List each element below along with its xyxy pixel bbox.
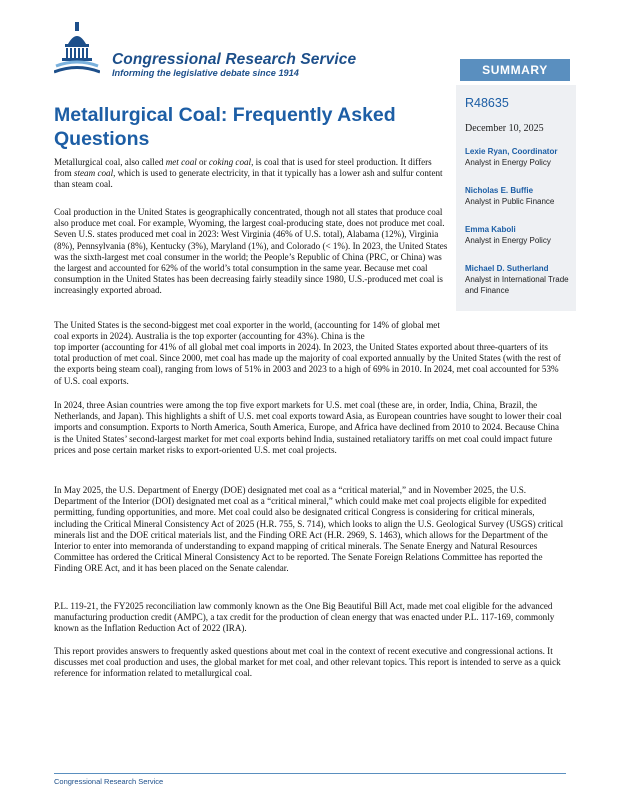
- author-name: Emma Kaboli: [465, 225, 516, 234]
- org-name: Congressional Research Service: [112, 51, 357, 68]
- report-number: R48635: [465, 96, 509, 110]
- paragraph-intro: Metallurgical coal, also called met coal or coking coal, is coal that is used for steel production. It differs from steam coal, which is used to generate electricity, in that it typically has a lower ash and sulfur content than steam coal.: [54, 157, 443, 190]
- summary-heading: SUMMARY: [460, 59, 570, 81]
- author-name: Michael D. Sutherland: [465, 264, 549, 273]
- crs-capitol-dome-logo-icon: [54, 22, 100, 74]
- footer-org-name: Congressional Research Service: [54, 777, 164, 786]
- paragraph-exports-start: The United States is the second-biggest met coal exporter in the world, (accounting for 14% of global met coal exports in 2024). Australia is the top exporter (accounting for 43%). China is the: [54, 320, 440, 342]
- paragraph-production: Coal production in the United States is geographically concentrated, though not all states that produce coal also produce met coal. For example, Wyoming, the largest coal-producing state, does not produce met coal. Seven U.S. states produced met coal in 2023: West Virginia (46% of U.S. total), Alabama (12%), Virginia (8%), Pennsylvania (8%), Kentucky (3%), Maryland (1%), and Colorado (< 1%). In 2023, the United States was the sixth-largest met coal consumer in the world; the People’s Republic of China (PRC, or China) was the largest and accounted for 62% of the world’s total consumption in the same year. Because met coal consumption in the United States has been decreasing fairly steadily since 1980, U.S.-produced met coal is increasingly exported abroad.: [54, 207, 448, 296]
- author-name: Lexie Ryan, Coordinator: [465, 147, 558, 156]
- paragraph-report-purpose: This report provides answers to frequently asked questions about met coal in the context of recent executive and congressional actions. It discusses met coal production and uses, the global market for met coal, and other relevant topics. This report is intended to serve as a quick reference for information related to metallurgical coal.: [54, 646, 561, 679]
- author-title: Analyst in Energy Policy: [465, 158, 551, 167]
- org-tagline: Informing the legislative debate since 1914: [112, 68, 299, 78]
- report-title: Metallurgical Coal: Frequently Asked Questions: [54, 104, 396, 150]
- paragraph-exports: top importer (accounting for 41% of all global met coal imports in 2024). In 2023, the United States exported about three-quarters of its total production of met coal. Since 2000, met coal has made up the majority of coal exported annually by the United States (with the rest of the exports being steam coal), ranging from lows of 51% in 2003 and 2023 to a high of 69% in 2010. In 2024, met coal accounted for 53% of U.S. coal exports.: [54, 342, 561, 386]
- author-name: Nicholas E. Buffie: [465, 186, 534, 195]
- paragraph-markets: In 2024, three Asian countries were among the top five export markets for U.S. met coal (these are, in order, India, China, Brazil, the Netherlands, and Japan). This highlights a shift of U.S. met coal exports toward Asia, as European countries have sought to lower their coal imports and consumption. Exports to North America, South America, Europe, and Africa have declined from 2010 to 2024. Because China is the United States’ second-largest market for met coal exports behind India, sustained retaliatory tariffs on met coal could impact future prices and pose certain market risks to export-oriented U.S. met coal projects.: [54, 400, 562, 455]
- paragraph-tax-credit: P.L. 119-21, the FY2025 reconciliation law commonly known as the One Big Beautiful Bill Act, made met coal eligible for the advanced manufacturing production credit (AMPC), a tax credit for the production of clean energy that was enacted under P.L. 117-169, commonly known as the Inflation Reduction Act of 2022 (IRA).: [54, 601, 555, 634]
- report-date: December 10, 2025: [465, 123, 544, 134]
- author-title: Analyst in Energy Policy: [465, 236, 551, 245]
- author-title: Analyst in International Trade and Finance: [465, 275, 569, 295]
- author-title: Analyst in Public Finance: [465, 197, 555, 206]
- paragraph-critical-minerals: In May 2025, the U.S. Department of Energy (DOE) designated met coal as a “critical material,” and in November 2025, the U.S. Department of the Interior (DOI) designated met coal as a “critical mineral,” which could make met coal projects eligible for expedited permitting, funding opportunities, and more. Met coal could also be designated critical Congress is considering for critical minerals, including the Critical Mineral Consistency Act of 2025 (H.R. 755, S. 714), which looks to align the U.S. Geological Survey (USGS) critical minerals list and the DOE critical materials list, and the Finding ORE Act (H.R. 2969, S. 1463), which allows for the Department of the Interior to enter into memoranda of understanding to expand mapping of critical minerals. The Senate Energy and Natural Resources Committee has ordered the Critical Mineral Consistency Act to be reported. The Senate Foreign Relations Committee has reported the Finding ORE Act, and it has been placed on the Senate calendar.: [54, 485, 564, 574]
- footer-divider: [54, 773, 566, 774]
